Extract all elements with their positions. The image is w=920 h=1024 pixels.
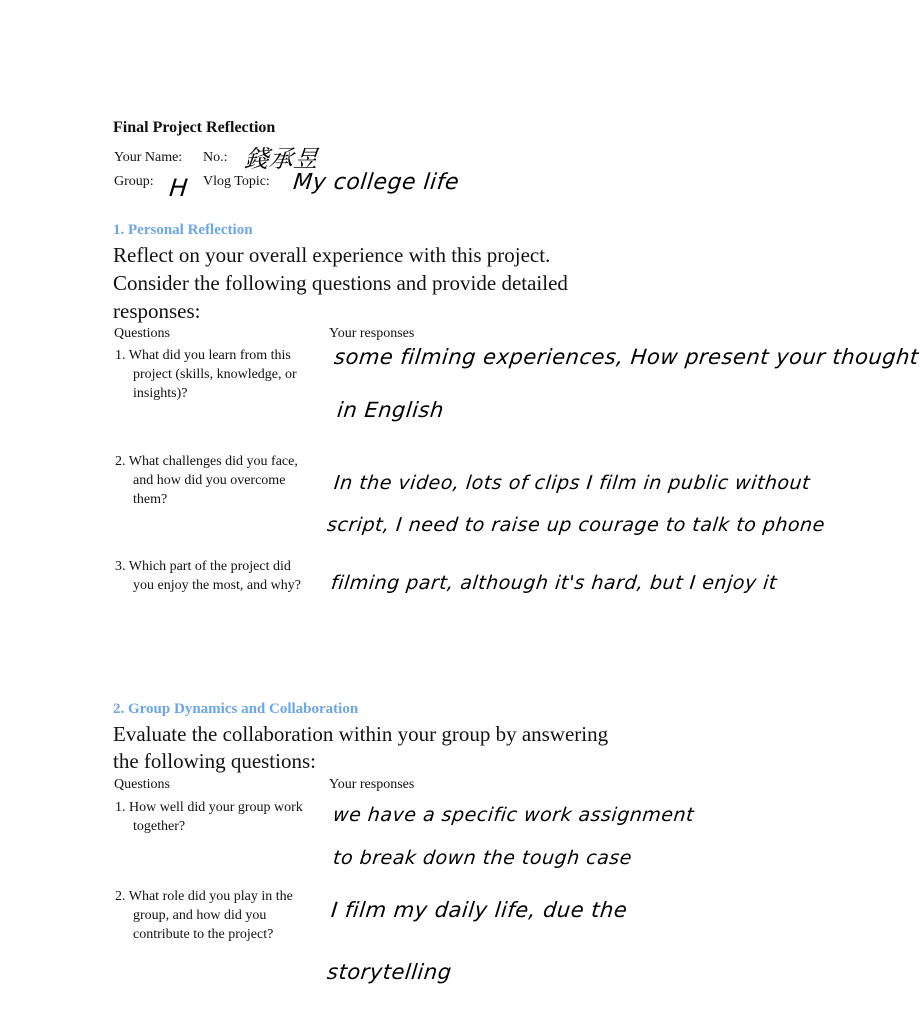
question-text: you enjoy the most, and why? bbox=[133, 578, 301, 593]
question-text: 3. Which part of the project did bbox=[115, 559, 291, 574]
handwritten-response: some filming experiences, How present your thought bbox=[333, 345, 920, 369]
section2-intro-line: the following questions: bbox=[113, 749, 316, 773]
question-text: 1. How well did your group work bbox=[115, 800, 303, 815]
question-text: 2. What challenges did you face, bbox=[115, 454, 298, 469]
section1-intro-line: Reflect on your overall experience with this project. bbox=[113, 243, 551, 267]
handwritten-response: to break down the tough case bbox=[332, 847, 634, 869]
page-title: Final Project Reflection bbox=[113, 119, 276, 136]
handwritten-response: storytelling bbox=[326, 960, 453, 984]
name-label: Your Name: bbox=[114, 150, 183, 165]
question-text: contribute to the project? bbox=[133, 927, 274, 942]
handwritten-response: I film my daily life, due the bbox=[330, 898, 629, 922]
question-text: together? bbox=[133, 819, 186, 834]
question-text: and how did you overcome bbox=[133, 473, 286, 488]
responses-column-header: Your responses bbox=[329, 777, 415, 792]
question-text: them? bbox=[133, 492, 168, 507]
section-heading-group-dynamics: 2. Group Dynamics and Collaboration bbox=[113, 701, 359, 717]
vlog-topic-value: My college life bbox=[292, 170, 461, 195]
handwritten-response: we have a specific work assignment bbox=[332, 804, 696, 826]
group-value: H bbox=[168, 174, 190, 202]
responses-column-header: Your responses bbox=[329, 326, 415, 341]
question-text: insights)? bbox=[133, 386, 188, 401]
number-value: 錢承昱 bbox=[243, 145, 320, 173]
handwritten-response: In the video, lots of clips I film in public without bbox=[333, 472, 812, 494]
group-label: Group: bbox=[114, 174, 154, 189]
section-heading-personal-reflection: 1. Personal Reflection bbox=[113, 222, 253, 238]
question-text: 2. What role did you play in the bbox=[115, 889, 293, 904]
vlog-topic-label: Vlog Topic: bbox=[203, 174, 270, 189]
question-text: group, and how did you bbox=[133, 908, 267, 923]
question-text: project (skills, knowledge, or bbox=[133, 367, 297, 382]
section1-intro-line: responses: bbox=[113, 299, 201, 323]
handwritten-response: script, I need to raise up courage to talk to phone bbox=[326, 514, 827, 536]
question-text: 1. What did you learn from this bbox=[115, 348, 291, 363]
handwritten-response: filming part, although it's hard, but I enjoy it bbox=[330, 572, 779, 594]
handwritten-response: in English bbox=[336, 398, 446, 422]
questions-column-header: Questions bbox=[114, 326, 170, 341]
questions-column-header: Questions bbox=[114, 777, 170, 792]
section2-intro-line: Evaluate the collaboration within your group by answering bbox=[113, 722, 609, 746]
number-label: No.: bbox=[203, 150, 228, 165]
section1-intro-line: Consider the following questions and provide detailed bbox=[113, 271, 568, 295]
